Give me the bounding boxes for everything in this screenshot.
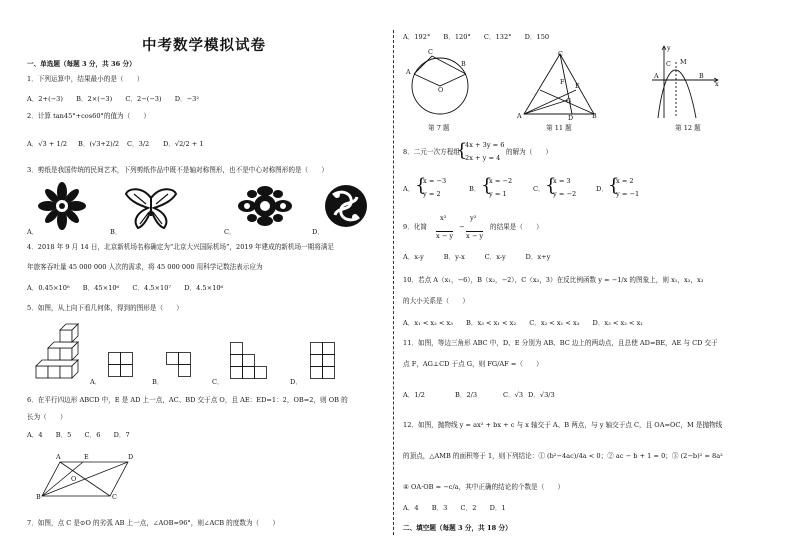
q12-stem-line1: 12．如图，抛物线 y = ax² + bx + c 与 x 轴交于 A、B 两点，与 y 轴交于点 C，且 OA=OC，M 是抛物线	[403, 421, 723, 429]
q11-point-e: E	[575, 82, 580, 90]
q9-denominator-1: x − y	[436, 232, 454, 240]
q4-stem-line2: 年旅客吞吐量 45 000 000 人次的需求，将 45 000 000 用科学记数法表示应为	[27, 263, 263, 271]
papercut-a-image	[38, 182, 86, 230]
column-divider	[393, 30, 395, 535]
q8-stem-tail: 的解为（ ）	[506, 148, 553, 156]
q12-point-a: A	[654, 72, 659, 80]
q4-options: A．0.45×10⁸ B．45×10⁶ C．4.5×10⁷ D．4.5×10⁶	[27, 284, 224, 292]
q10-stem-line2: 的大小关系是（ ）	[403, 297, 469, 305]
q11-point-c: C	[558, 50, 563, 58]
q2-option-d: D．√2/2 + 1	[163, 140, 204, 148]
q9-numerator-1: x²	[440, 214, 447, 222]
q11-point-d: D	[568, 114, 574, 122]
q5-label-b: B．	[152, 378, 164, 386]
q3-label-c: C．	[224, 228, 236, 236]
q12-point-b: B	[699, 72, 704, 80]
q2-stem: 2．计算 tan45°+cos60°的值为（ ）	[27, 112, 151, 120]
q8-label-a: A．	[403, 185, 415, 193]
q11-option-d: D．√3/3	[528, 391, 555, 399]
q12-label-x: x	[715, 80, 719, 88]
q3-label-a: A．	[27, 228, 39, 236]
q8-option-c-y: y = −2	[553, 190, 577, 198]
q11-point-a: A	[517, 112, 522, 120]
papercut-b-image	[124, 186, 178, 230]
q8-option-c-x: x = 3	[553, 177, 571, 185]
q6-point-o: O	[71, 475, 77, 483]
q7-point-o: O	[438, 86, 444, 94]
q7-point-a: A	[406, 68, 411, 76]
q9-stem-tail: 的结果是（ ）	[490, 223, 543, 231]
q1-options: A．2+(−3) B．2×(−3) C．2−(−3) D．−3²	[27, 95, 199, 103]
q11-stem-line1: 11．如图，等边三角形 ABC 中，D、E 分别为 AB、BC 边上的两动点，且总使 AD=BE，AE 与 CD 交于	[403, 339, 718, 347]
q8-option-d-x: x = 2	[616, 177, 634, 185]
q6-stem-line1: 6．在平行四边形 ABCD 中，E 是 AD 上一点，AC、BD 交于点 O，且 AE：ED=1：2，OB=2，则 OB 的	[27, 396, 348, 404]
q5-stem: 5．如图，从上向下看几何体，得到的图形是（ ）	[27, 304, 183, 312]
q5-label-d: D．	[290, 378, 302, 386]
q6-point-b: B	[36, 493, 41, 501]
q3-stem: 3．剪纸是我国传统的民间艺术，下列剪纸作品中既不是轴对称图形，也不是中心对称图形的是（ ）	[27, 166, 328, 174]
q9-options: A．x-y B．y-x C．x-y D．x+y	[403, 253, 551, 261]
q8-label-b: B．	[469, 185, 481, 193]
q11-point-b: B	[592, 112, 597, 120]
q5-label-a: A．	[90, 378, 102, 386]
q4-stem-line1: 4．2018 年 9 月 14 日，北京新机场名称确定为“北京大兴国际机场”，2019 年建成的新机场一期将满足	[27, 243, 335, 251]
q12-parabola-diagram	[650, 44, 720, 120]
q8-stem: 8．二元一次方程组	[403, 148, 460, 156]
q12-options: A．4 B．3 C．2 D．1	[403, 504, 506, 512]
papercut-c-image	[237, 186, 293, 226]
q8-option-c-brace: {	[545, 175, 557, 196]
q5-option-d-grid	[310, 342, 336, 380]
q8-option-d-brace: {	[608, 175, 620, 196]
q6-stem-line2: 长为（ ）	[27, 413, 67, 421]
q12-point-c: C	[666, 60, 671, 68]
q6-point-a: A	[56, 453, 61, 461]
q8-option-b-y: y = 1	[489, 190, 507, 198]
q11-triangle-diagram	[520, 50, 598, 120]
q11-option-b: B．2/3	[455, 391, 478, 399]
q11-stem-line2: 点 F，AG⊥CD 于点 G，则 FG/AF =（ ）	[403, 360, 543, 368]
q8-label-c: C．	[533, 185, 545, 193]
q9-denominator-2: x − y	[466, 232, 484, 240]
q8-label-d: D．	[596, 185, 608, 193]
q10-options: A．x₁ < x₂ < x₃ B．x₃ < x₁ < x₂ C．x₂ < x₁ < x₃ D．x₃ < x₂ < x₁	[403, 319, 643, 327]
q3-label-b: B．	[110, 228, 122, 236]
q9-stem: 9．化简	[403, 223, 427, 231]
q11-figure-caption: 第 11 题	[546, 124, 572, 132]
q8-brace: {	[456, 140, 468, 161]
q6-point-d: D	[128, 453, 134, 461]
q5-option-a-grid	[108, 352, 134, 378]
q6-options: A．4 B．5 C．6 D．7	[27, 431, 130, 439]
q7-figure-caption: 第 7 题	[428, 124, 450, 132]
q6-point-c: C	[112, 493, 117, 501]
q12-stem-line3: ④ OA·OB = −c/a，其中正确的结论的个数是（ ）	[403, 483, 565, 491]
section-1-heading: 一、单选题（每题 3 分，共 36 分）	[27, 60, 136, 68]
papercut-d-image	[323, 181, 369, 231]
q5-option-b-grid	[166, 352, 192, 378]
q9-numerator-2: y²	[470, 214, 477, 222]
q8-option-a-x: x = −3	[423, 177, 447, 185]
q5-solid-figure	[34, 326, 86, 382]
page-title: 中考数学模拟试卷	[142, 37, 266, 54]
q11-option-c: C．√3	[503, 391, 524, 399]
q5-label-c: C．	[212, 378, 224, 386]
q7-stem: 7．如图，点 C 是⊙O 的劣弧 AB 上一点，∠AOB=96°，则∠ACB 的度数为（ ）	[27, 519, 279, 527]
q2-option-a: A．√3 + 1/2	[27, 140, 68, 148]
q1-stem: 1．下列运算中，结果最小的是（ ）	[27, 75, 144, 83]
q8-equation-2: 2x + y = 4	[465, 154, 501, 162]
q8-option-a-brace: {	[415, 175, 427, 196]
q7-options: A．192° B．120° C．132° D．150	[403, 33, 550, 41]
q11-option-a: A．1/2	[403, 391, 425, 399]
q8-option-b-brace: {	[481, 175, 493, 196]
q7-point-b: B	[461, 60, 466, 68]
q12-point-m: M	[680, 58, 687, 66]
q11-point-g: G	[566, 97, 572, 105]
q12-label-y: y	[667, 44, 671, 52]
q3-label-d: D．	[312, 228, 324, 236]
q7-circle-diagram	[404, 48, 476, 120]
q11-point-f: F	[560, 78, 565, 86]
q8-option-a-y: y = 2	[423, 190, 441, 198]
q8-option-d-y: y = −1	[616, 190, 640, 198]
q7-point-c: C	[428, 48, 433, 56]
q12-figure-caption: 第 12 题	[675, 124, 701, 132]
q8-equation-1: 4x + 3y = 6	[465, 141, 505, 149]
q5-option-c-grid	[230, 342, 268, 380]
q2-option-c: C．3/2	[127, 140, 150, 148]
q12-stem-line2: 的顶点，△AMB 的面积等于 1，则下列结论：① (b²−4ac)/4a < 0；② ac − b + 1 = 0；③ (2−b)² = 8a²	[403, 452, 723, 460]
section-2-heading: 二、填空题（每题 3 分，共 18 分）	[403, 524, 512, 532]
q6-point-e: E	[84, 453, 89, 461]
q9-minus: −	[459, 223, 465, 231]
q8-option-b-x: x = −2	[489, 177, 513, 185]
q10-stem-line1: 10．若点 A（x₁，−6），B（x₂，−2），C（x₃，3）在反比例函数 y = −1/x 的图象上，则 x₁，x₃，x₃	[403, 276, 704, 284]
q2-option-b: B．(√3+2)/2	[78, 140, 120, 148]
